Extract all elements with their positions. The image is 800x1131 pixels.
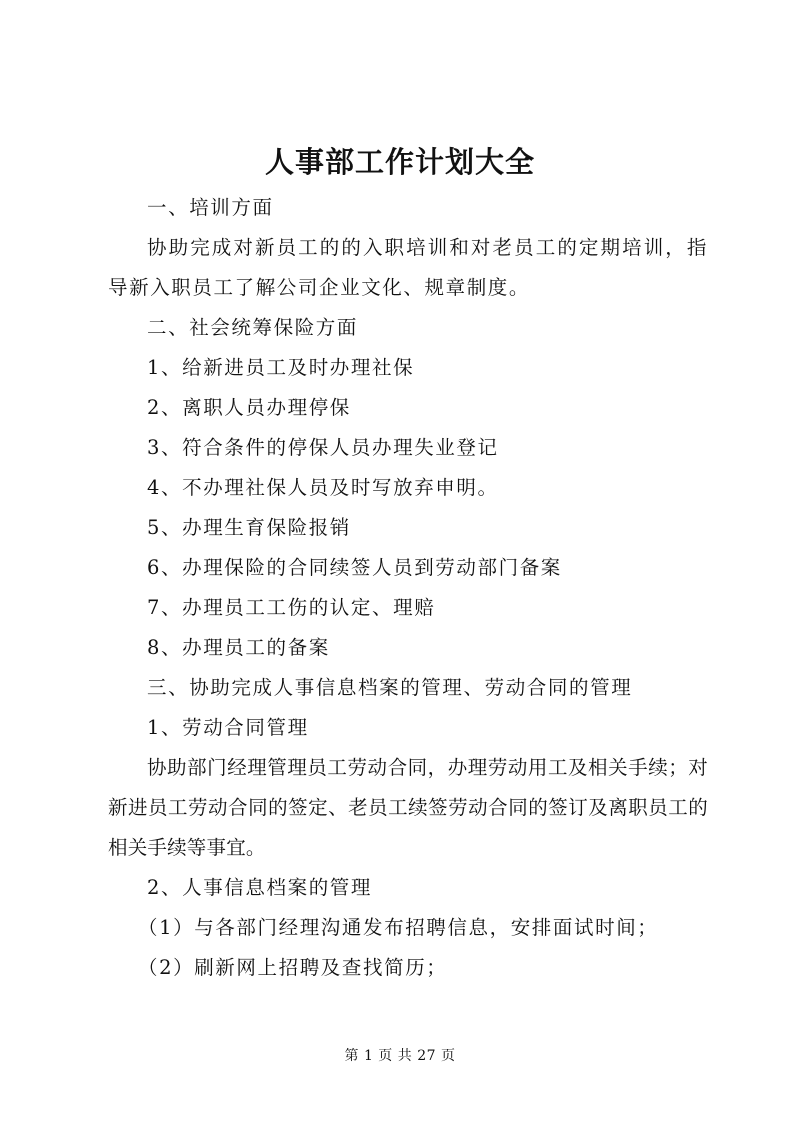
list-item: 4、不办理社保人员及时写放弃申明。 (147, 476, 499, 499)
list-item: 2、离职人员办理停保 (147, 396, 351, 419)
paragraph-contracts: 协助部门经理管理员工劳动合同，办理劳动用工及相关手续；对新进员工劳动合同的签定、老员工续签劳动合同的签订及离职员工的相关手续等事宜。 (108, 756, 708, 859)
list-item: （2）刷新网上招聘及查找简历； (138, 956, 448, 979)
list-item: （1）与各部门经理沟通发布招聘信息，安排面试时间； (138, 916, 659, 939)
list-item: 5、办理生育保险报销 (147, 516, 351, 539)
page-footer: 第 1 页 共 27 页 (344, 1048, 456, 1064)
paragraph-training: 协助完成对新员工的的入职培训和对老员工的定期培训，指导新入职员工了解公司企业文化、规章制度。 (108, 236, 708, 299)
list-item: 1、给新进员工及时办理社保 (147, 356, 415, 379)
section-heading-records: 三、协助完成人事信息档案的管理、劳动合同的管理 (147, 676, 633, 699)
section-heading-training: 一、培训方面 (147, 196, 274, 219)
subsection-heading-records: 2、人事信息档案的管理 (147, 876, 373, 899)
list-item: 8、办理员工的备案 (147, 636, 330, 659)
document-title: 人事部工作计划大全 (264, 145, 535, 179)
subsection-heading-contracts: 1、劳动合同管理 (147, 716, 309, 739)
list-item: 6、办理保险的合同续签人员到劳动部门备案 (147, 556, 562, 579)
list-item: 3、符合条件的停保人员办理失业登记 (147, 436, 499, 459)
section-heading-insurance: 二、社会统筹保险方面 (147, 316, 359, 339)
list-item: 7、办理员工工伤的认定、理赔 (147, 596, 436, 619)
